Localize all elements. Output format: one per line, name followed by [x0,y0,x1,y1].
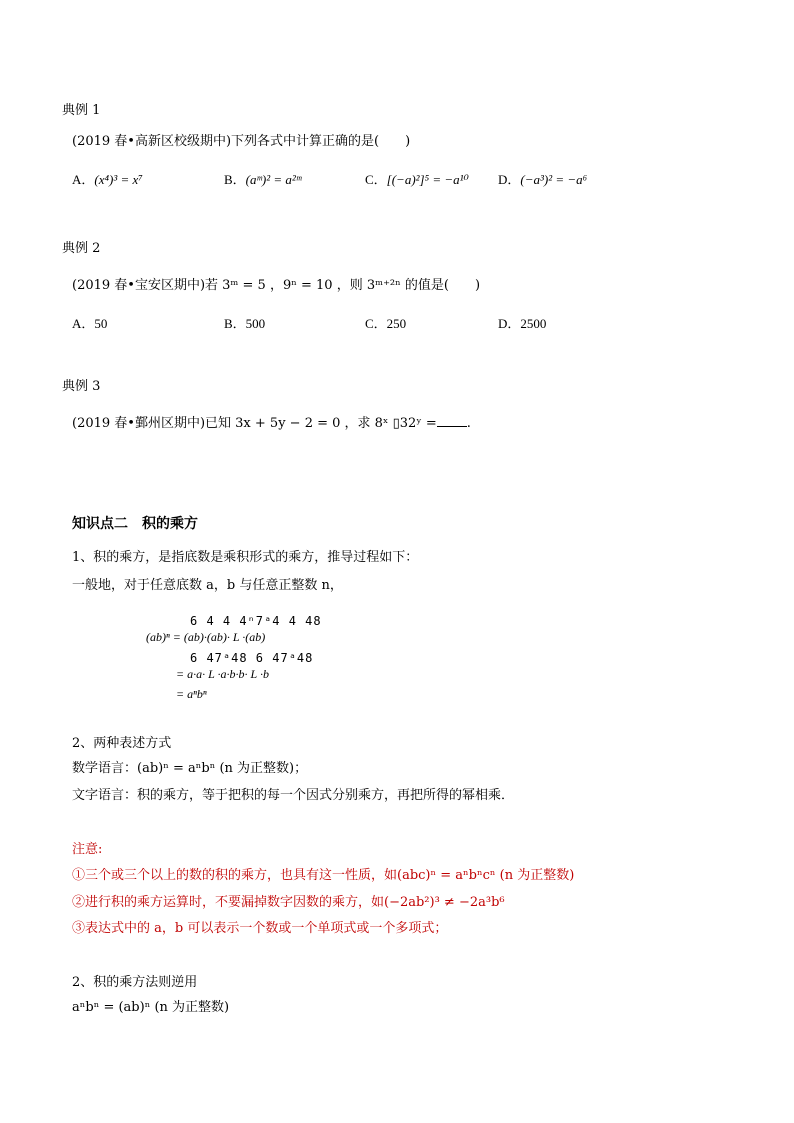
note-title: 注意: [72,842,103,857]
derivation-brace-bottom: 6 47ᵃ48 6 47ᵃ48 [190,651,314,665]
example-2-title: 典例 2 [62,241,101,256]
derivation-brace-top: 6 4 4 4ⁿ7ᵃ4 4 48 [190,614,322,628]
general-statement: 一般地，对于任意底数 a，b 与任意正整数 n， [72,578,343,593]
example-1-option-a: A．(x⁴)³ = x⁷ [72,172,143,187]
note-2: ②进行积的乘方运算时，不要漏掉数字因数的乘方，如(−2ab²)³ ≠ −2a³b⁶ [72,895,505,910]
example-2-option-c: C．250 [365,316,407,331]
example-1-question: (2019 春•高新区校级期中)下列各式中计算正确的是( ) [72,134,411,149]
example-2-option-a: A．50 [72,316,108,331]
derivation-row-2: = a·a· L ·a·b·b· L ·b [176,667,270,681]
answer-blank [437,416,467,427]
note-1: ①三个或三个以上的数的积的乘方，也具有这一性质，如(abc)ⁿ = aⁿbⁿcⁿ (n 为正整数) [72,868,575,883]
derivation-row-3: = aⁿbⁿ [176,687,207,701]
inverse-title: 2、积的乘方法则逆用 [72,975,198,990]
math-language: 数学语言：(ab)ⁿ = aⁿbⁿ (n 为正整数)； [72,761,308,776]
example-1-title: 典例 1 [62,103,101,118]
inverse-formula: aⁿbⁿ = (ab)ⁿ (n 为正整数) [72,1000,230,1015]
example-1-option-b: B．(aᵐ)² = a²ᵐ [224,172,302,187]
example-2-option-b: B．500 [224,316,266,331]
example-1-option-d: D．(−a³)² = −a⁶ [498,172,588,187]
definition-line: 1、积的乘方，是指底数是乘积形式的乘方，推导过程如下： [72,550,419,565]
example-2-option-d: D．2500 [498,316,547,331]
two-expressions-title: 2、两种表述方式 [72,736,172,751]
example-3-question: (2019 春•鄞州区期中)已知 3x + 5y − 2 = 0 ，求 8ˣ ▯32ʸ = . [72,416,471,431]
section-heading: 知识点二 积的乘方 [72,516,198,532]
example-3-title: 典例 3 [62,379,101,394]
derivation-row-1: (ab)ⁿ = (ab)·(ab)· L ·(ab) [146,630,266,644]
text-language: 文字语言：积的乘方，等于把积的每一个因式分别乘方，再把所得的幂相乘． [72,788,515,803]
example-2-question: (2019 春•宝安区期中)若 3ᵐ = 5 ，9ⁿ = 10 ，则 3ᵐ⁺²ⁿ 的值是( ) [72,278,481,293]
note-3: ③表达式中的 a，b 可以表示一个数或一个单项式或一个多项式； [72,921,448,936]
example-1-option-c: C．[(−a)²]⁵ = −a¹⁰ [365,172,469,187]
